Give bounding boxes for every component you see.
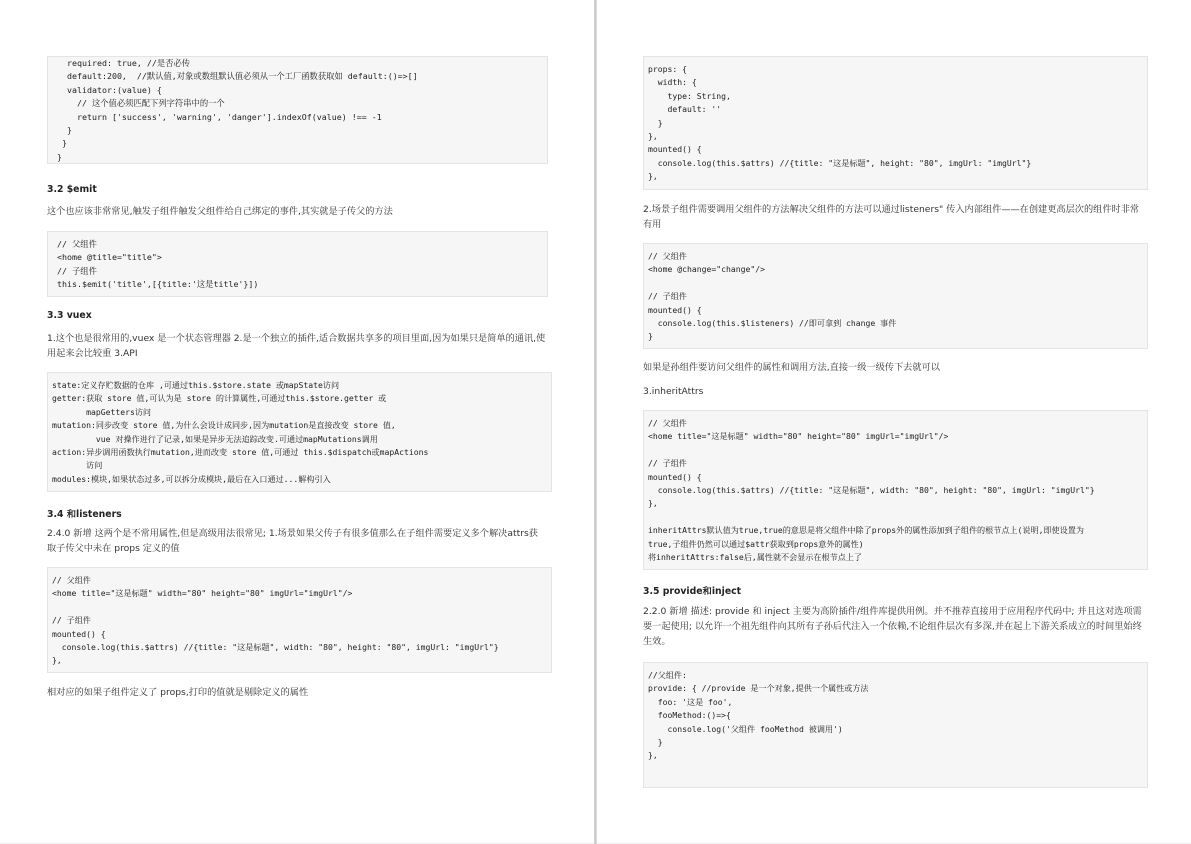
section-heading-provide-inject: 3.5 provide和inject — [643, 586, 742, 597]
left-page — [0, 0, 594, 843]
provide-code-block: //父组件: provide: { //provide 是一个对象,提供一个属性或方法 foo: '这是 foo', fooMethod:()=>{ console.log('父组件 fooMethod 被调用') } }, — [643, 662, 1148, 788]
props-note: 相对应的如果子组件定义了 props,打印的值就是剔除定义的属性 — [47, 687, 309, 698]
inherit-attrs-code-block: // 父组件 <home title="这是标题" width="80" height="80" imgUrl="imgUrl"/> // 子组件 mounted() { console.log(this.$attrs) //{title: "这是标题", width: "80", height: "80", imgUrl: "imgUrl"} }, inheritAttrs默认值为true,true的意思是将父组件中除了props外的属性添加到子组件的根节点上(说明,即使设置为 true,子组件仍然可以通过$attr获取到props意外的属性) 将inheritAttrs:false后,属性就不会显示在根节点上了 — [643, 410, 1148, 570]
props-attrs-code-block: props: { width: { type: String, default: '' } }, mounted() { console.log(this.$attrs) //{title: "这是标题", height: "80", imgUrl: "imgUrl"} }, — [643, 56, 1148, 190]
section-heading-vuex: 3.3 vuex — [47, 310, 92, 321]
vuex-description: 1.这个也是很常用的,vuex 是一个状态管理器 2.是一个独立的插件,适合数据共享多的项目里面,因为如果只是简单的通讯,使用起来会比较重 3.API — [47, 333, 546, 359]
vuex-api-code-block: state:定义存贮数据的仓库 ,可通过this.$store.state 或mapState访问 getter:获取 store 值,可认为是 store 的计算属性,可通过this.$store.getter 或 mapGetters访问 mutation:同步改变 store 值,为什么会设计成同步,因为mutation是直接改变 store 值, vue 对操作进行了记录,如果是异步无法追踪改变.可通过mapMutations调用 action:异步调用函数执行mutation,进而改变 store 值,可通过 this.$dispatch或mapActions 访问 modules:模块,如果状态过多,可以拆分成模块,最后在入口通过...解构引入 — [47, 372, 552, 492]
section-heading-emit: 3.2 $emit — [47, 184, 97, 195]
grandchild-note: 如果是孙组件要访问父组件的属性和调用方法,直接一级一级传下去就可以 — [643, 362, 940, 373]
emit-code-block: // 父组件 <home @title="title"> // 子组件 this.$emit('title',[{title:'这是title'}]) — [47, 231, 548, 297]
provide-description: 2.2.0 新增 描述: provide 和 inject 主要为高阶插件/组件库提供用例。并不推荐直接用于应用程序代码中; 并且这对选项需要一起使用; 以允许一个祖先组件向其所有子孙后代注入一个依赖,不论组件层次有多深,并在起上下游关系成立的时间里始终生效。 — [643, 606, 1142, 647]
listeners-code-block: // 父组件 <home @change="change"/> // 子组件 mounted() { console.log(this.$listeners) //即可拿到 change 事件 } — [643, 243, 1148, 349]
section-heading-attrs-listeners: 3.4 和listeners — [47, 509, 122, 520]
right-page — [597, 0, 1191, 843]
listeners-description: 2.场景子组件需要调用父组件的方法解决父组件的方法可以通过listeners" 传入内部组件——在创建更高层次的组件时非常有用 — [643, 204, 1140, 230]
props-validator-code-block: required: true, //是否必传 default:200, //默认值,对象或数组默认值必须从一个工厂函数获取如 default:()=>[] validator:(value) { // 这个值必须匹配下列字符串中的一个 return ['success', 'warning', 'danger'].indexOf(value) !== -1 } } } — [47, 56, 548, 164]
emit-description: 这个也应该非常常见,触发子组件触发父组件给自己绑定的事件,其实就是子传父的方法 — [47, 206, 393, 217]
attrs-description: 2.4.0 新增 这两个是不常用属性,但是高级用法很常见; 1.场景如果父传子有很多值那么在子组件需要定义多个解决attrs获取子传父中未在 props 定义的值 — [47, 528, 538, 554]
inherit-attrs-title: 3.inheritAttrs — [643, 386, 704, 397]
attrs-code-block: // 父组件 <home title="这是标题" width="80" height="80" imgUrl="imgUrl"/> // 子组件 mounted() { console.log(this.$attrs) //{title: "这是标题", width: "80", height: "80", imgUrl: "imgUrl"} }, — [47, 567, 552, 673]
